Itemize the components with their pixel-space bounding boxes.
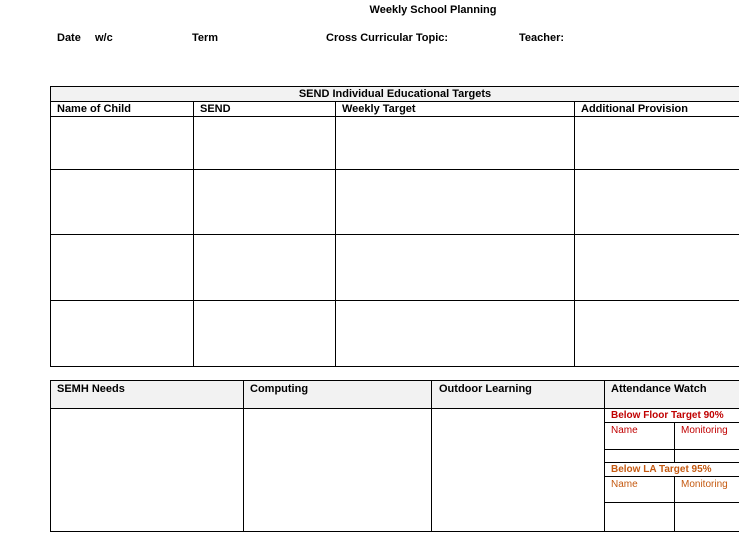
col-additional-provision: Additional Provision	[581, 103, 688, 115]
la-name-label: Name	[611, 479, 638, 490]
date-label: Date	[57, 32, 81, 44]
send-table-title: SEND Individual Educational Targets	[298, 88, 492, 100]
floor-monitoring-label: Monitoring	[681, 425, 728, 436]
below-floor-target-label: Below Floor Target 90%	[611, 410, 724, 421]
teacher-label: Teacher:	[519, 32, 565, 44]
col-attendance-watch: Attendance Watch	[611, 383, 707, 395]
col-semh-needs: SEMH Needs	[57, 383, 125, 395]
floor-name-label: Name	[611, 425, 638, 436]
cross-curricular-topic-label: Cross Curricular Topic:	[326, 32, 449, 44]
col-computing: Computing	[250, 383, 309, 395]
col-weekly-target: Weekly Target	[342, 103, 416, 115]
term-label: Term	[192, 32, 219, 44]
week-commencing-label: w/c	[95, 32, 113, 44]
col-send: SEND	[200, 103, 231, 115]
page-title: Weekly School Planning	[369, 4, 497, 16]
la-monitoring-label: Monitoring	[681, 479, 728, 490]
below-la-target-label: Below LA Target 95%	[611, 464, 712, 475]
col-name-of-child: Name of Child	[57, 103, 131, 115]
col-outdoor-learning: Outdoor Learning	[439, 383, 532, 395]
